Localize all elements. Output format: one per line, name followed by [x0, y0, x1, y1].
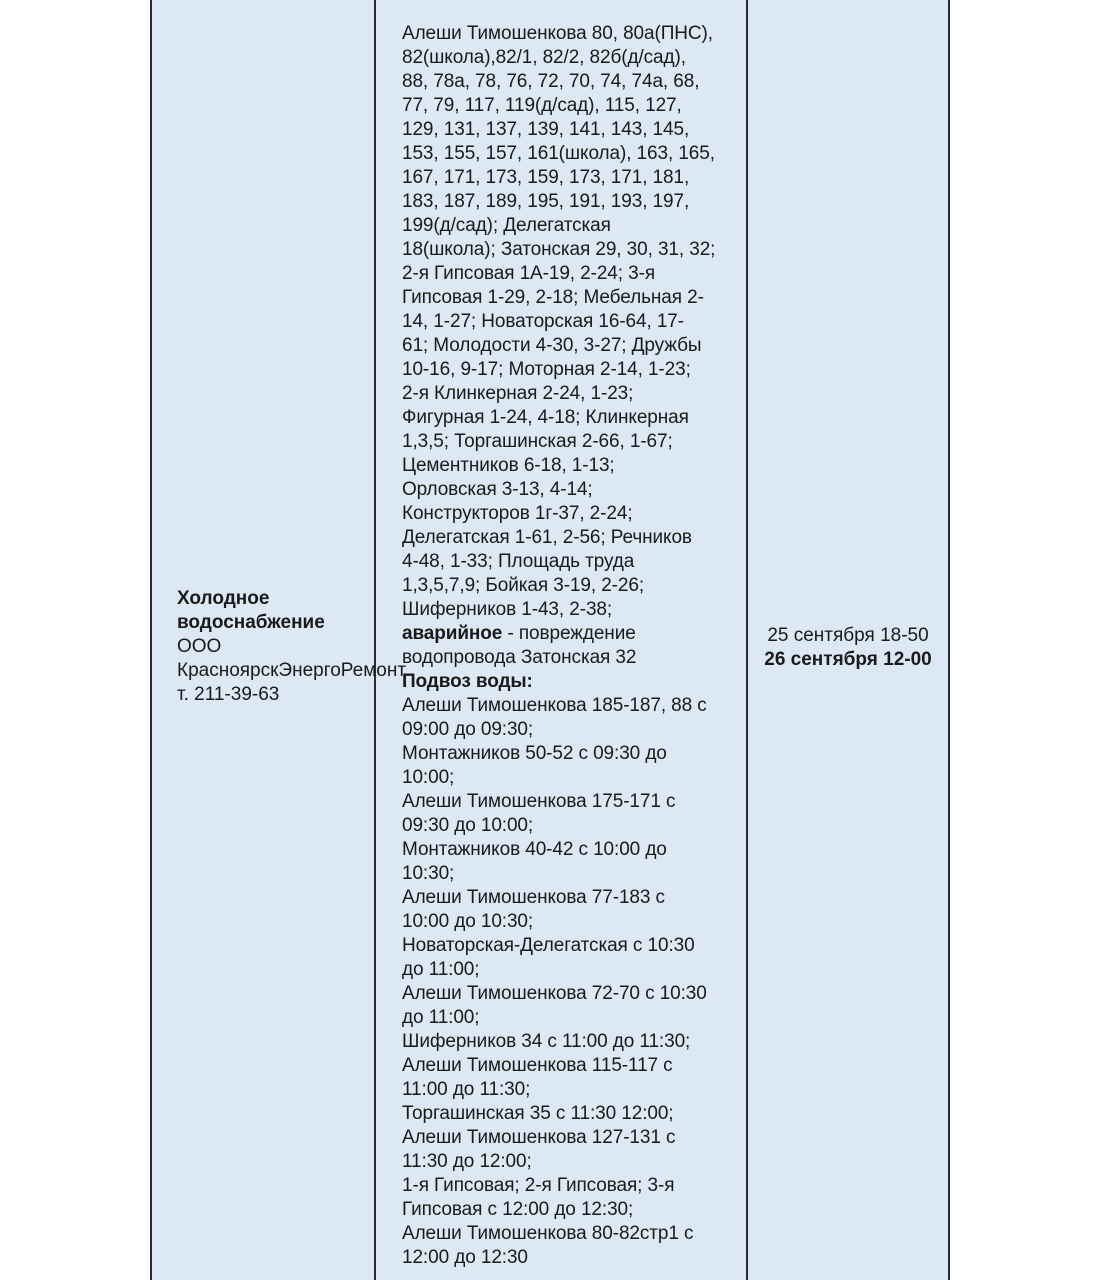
org-line2: КрасноярскЭнергоРемонт	[177, 660, 407, 681]
delivery-line: 10:30;	[402, 863, 455, 884]
delivery-line: Алеши Тимошенкова 80-82стр1 с	[402, 1223, 694, 1244]
delivery-line: Гипсовая с 12:00 до 12:30;	[402, 1199, 634, 1220]
delivery-line: Монтажников 40-42 с 10:00 до	[402, 839, 667, 860]
org-line1: ООО	[177, 636, 222, 657]
emergency-text-line2: водопровода Затонская 32	[402, 647, 637, 668]
address-line: Фигурная 1-24, 4-18; Клинкерная	[402, 407, 689, 428]
delivery-line: до 11:00;	[402, 959, 480, 980]
phone: т. 211-39-63	[177, 684, 280, 705]
address-line: 153, 155, 157, 161(школа), 163, 165,	[402, 143, 715, 164]
service-cell	[177, 587, 407, 707]
address-list	[402, 22, 752, 622]
delivery-line: 11:00 до 11:30;	[402, 1079, 531, 1100]
delivery-heading: Подвоз воды:	[402, 671, 533, 692]
delivery-line: Алеши Тимошенкова 72-70 с 10:30	[402, 983, 707, 1004]
delivery-line: Алеши Тимошенкова 185-187, 88 с	[402, 695, 707, 716]
delivery-line: 10:00 до 10:30;	[402, 911, 534, 932]
delivery-line: Новаторская-Делегатская с 10:30	[402, 935, 695, 956]
emergency-text: - повреждение	[502, 623, 636, 644]
address-line: 183, 187, 189, 195, 191, 193, 197,	[402, 191, 690, 212]
delivery-line: 09:00 до 09:30;	[402, 719, 534, 740]
address-line: 2-я Клинкерная 2-24, 1-23;	[402, 383, 634, 404]
address-line: Делегатская 1-61, 2-56; Речников	[402, 527, 692, 548]
delivery-line: 1-я Гипсовая; 2-я Гипсовая; 3-я	[402, 1175, 675, 1196]
address-line: 199(д/сад); Делегатская	[402, 215, 611, 236]
address-line: Конструкторов 1г-37, 2-24;	[402, 503, 633, 524]
delivery-line: Торгашинская 35 с 11:30 12:00;	[402, 1103, 674, 1124]
address-line: Шиферников 1-43, 2-38;	[402, 599, 613, 620]
time-cell	[748, 624, 948, 672]
time-start: 25 сентября 18-50	[767, 625, 929, 646]
delivery-line: Алеши Тимошенкова 175-171 с	[402, 791, 676, 812]
address-line: 77, 79, 117, 119(д/сад), 115, 127,	[402, 95, 682, 116]
time-end: 26 сентября 12-00	[764, 649, 932, 670]
service-title-line1: Холодное	[177, 588, 270, 609]
delivery-line: 12:00 до 12:30	[402, 1247, 528, 1268]
address-line: 167, 171, 173, 159, 173, 171, 181,	[402, 167, 690, 188]
delivery-line: Монтажников 50-52 с 09:30 до	[402, 743, 667, 764]
address-line: 82(школа),82/1, 82/2, 82б(д/сад),	[402, 47, 686, 68]
delivery-line: 09:30 до 10:00;	[402, 815, 534, 836]
delivery-line: 10:00;	[402, 767, 455, 788]
service-title-line2: водоснабжение	[177, 612, 325, 633]
address-line: 1,3,5,7,9; Бойкая 3-19, 2-26;	[402, 575, 645, 596]
addresses-cell	[402, 22, 752, 1270]
address-line: 61; Молодости 4-30, 3-27; Дружбы	[402, 335, 702, 356]
address-line: 14, 1-27; Новаторская 16-64, 17-	[402, 311, 684, 332]
delivery-line: Алеши Тимошенкова 115-117 с	[402, 1055, 673, 1076]
delivery-line: Алеши Тимошенкова 127-131 с	[402, 1127, 676, 1148]
address-line: 10-16, 9-17; Моторная 2-14, 1-23;	[402, 359, 691, 380]
address-line: 2-я Гипсовая 1А-19, 2-24; 3-я	[402, 263, 656, 284]
delivery-line: Алеши Тимошенкова 77-183 с	[402, 887, 665, 908]
emergency-line	[402, 622, 752, 646]
delivery-list	[402, 694, 752, 1270]
address-line: 4-48, 1-33; Площадь труда	[402, 551, 635, 572]
address-line: 88, 78а, 78, 76, 72, 70, 74, 74а, 68,	[402, 71, 700, 92]
delivery-line: до 11:00;	[402, 1007, 480, 1028]
delivery-line: Шиферников 34 с 11:00 до 11:30;	[402, 1031, 691, 1052]
address-line: Орловская 3-13, 4-14;	[402, 479, 593, 500]
address-line: 18(школа); Затонская 29, 30, 31, 32;	[402, 239, 716, 260]
address-line: Алеши Тимошенкова 80, 80а(ПНС),	[402, 23, 713, 44]
address-line: Гипсовая 1-29, 2-18; Мебельная 2-	[402, 287, 704, 308]
address-line: Цементников 6-18, 1-13;	[402, 455, 615, 476]
delivery-line: 11:30 до 12:00;	[402, 1151, 532, 1172]
address-line: 129, 131, 137, 139, 141, 143, 145,	[402, 119, 690, 140]
address-line: 1,3,5; Торгашинская 2-66, 1-67;	[402, 431, 673, 452]
emergency-label: аварийное	[402, 623, 503, 644]
